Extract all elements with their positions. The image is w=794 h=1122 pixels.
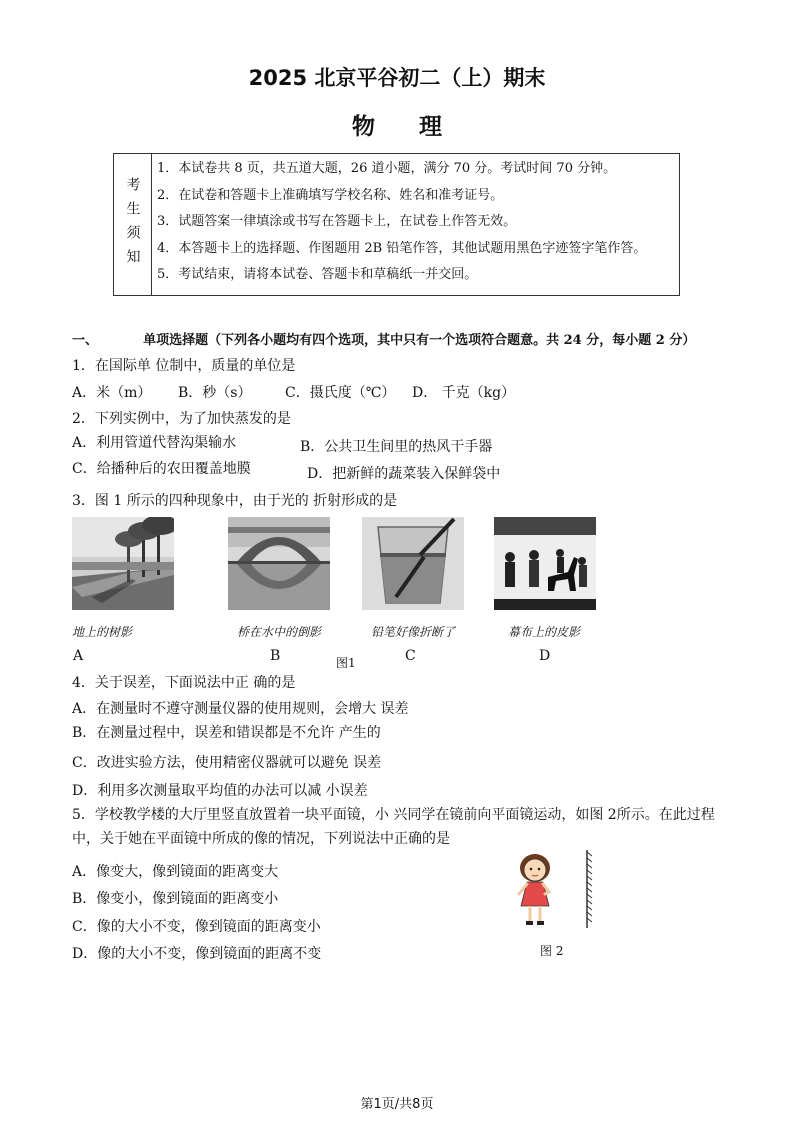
notice-heading: 考生须知: [124, 176, 141, 273]
page-number: 第1页/共8页: [360, 1097, 434, 1112]
q5-option-d: D．像的大小不变，像到镜面的距离不变: [72, 946, 322, 962]
notice-item: 3．试题答案一律填涂或书写在答题卡上，在试卷上作答无效。: [157, 214, 517, 229]
q2-option-a: A．利用管道代替沟渠输水: [72, 435, 237, 451]
caption-a: 地上的树影: [72, 625, 133, 639]
tree-shadow-photo: [72, 517, 174, 610]
section-number: 一、: [72, 333, 99, 348]
letter-b: B: [270, 648, 281, 664]
caption-d: 幕布上的皮影: [508, 625, 581, 639]
caption-c: 铅笔好像折断了: [371, 625, 456, 639]
notice-item: 4．本答题卡上的选择题、作图题用 2B 铅笔作答，其他试题用黑色字迹签字笔作答。: [157, 240, 647, 256]
girl-mirror-figure: [505, 848, 600, 930]
shadow-puppet-photo: [494, 517, 596, 610]
q4-option-c: C．改进实验方法，使用精密仪器就可以避免 误差: [72, 755, 382, 771]
caption-b: 桥在水中的倒影: [237, 625, 322, 639]
q1-stem: 1．在国际单 位制中，质量的单位是: [72, 358, 296, 374]
q5-stem-line1: 5．学校教学楼的大厅里竖直放置着一块平面镜，小 兴同学在镜前向平面镜运动，如图 2所示。在此过程: [72, 807, 715, 823]
section-text: 单项选择题（下列各小题均有四个选项，其中只有一个选项符合题意。共 24 分，每小题 2 分）: [143, 333, 696, 348]
q1-option-c: C．摄氏度（℃）: [285, 385, 396, 401]
letter-c: C: [405, 648, 416, 664]
q5-option-c: C．像的大小不变，像到镜面的距离变小: [72, 919, 321, 935]
q2-option-b: B．公共卫生间里的热风干手器: [300, 439, 493, 455]
q1-option-d: D． 千克（kg）: [412, 385, 516, 401]
bridge-reflection-photo: [228, 517, 330, 610]
exam-title: 2025 北京平谷初二（上）期末: [248, 66, 546, 90]
figure-2-label: 图 2: [540, 944, 564, 958]
subject-title: 物理: [352, 113, 486, 140]
q2-stem: 2．下列实例中，为了加快蒸发的是: [72, 411, 291, 427]
q4-stem: 4．关于误差，下面说法中正 确的是: [72, 675, 296, 691]
pencil-in-glass-photo: [362, 517, 464, 610]
q5-option-b: B．像变小，像到镜面的距离变小: [72, 891, 279, 907]
q5-stem-line2: 中，关于她在平面镜中所成的像的情况，下列说法中正确的是: [72, 831, 450, 847]
notice-item: 5．考试结束，请将本试卷、答题卡和草稿纸一并交回。: [157, 267, 478, 282]
section-heading: [72, 329, 695, 348]
q4-option-a: A．在测量时不遵守测量仪器的使用规则，会增大 误差: [72, 701, 409, 717]
notice-box: [113, 153, 680, 296]
q1-option-a: A．米（m）: [72, 385, 152, 401]
q2-option-d: D．把新鲜的蔬菜装入保鲜袋中: [307, 466, 501, 482]
q2-option-c: C．给播种后的农田覆盖地膜: [72, 461, 251, 477]
letter-a: A: [73, 648, 84, 664]
q5-option-a: A．像变大，像到镜面的距离变大: [72, 864, 279, 880]
notice-item: 1．本试卷共 8 页，共五道大题，26 道小题，满分 70 分。考试时间 70 分钟。: [157, 161, 617, 176]
letter-d: D: [539, 648, 551, 664]
figure-1-label: 图1: [336, 656, 356, 670]
notice-heading-cell: [114, 154, 152, 295]
q4-option-d: D．利用多次测量取平均值的办法可以减 小误差: [72, 783, 368, 799]
q1-option-b: B．秒（s）: [178, 385, 252, 401]
q4-option-b: B．在测量过程中，误差和错误都是不允许 产生的: [72, 725, 381, 741]
notice-item: 2．在试卷和答题卡上准确填写学校名称、姓名和准考证号。: [157, 187, 504, 203]
q3-stem: 3．图 1 所示的四种现象中，由于光的 折射形成的是: [72, 493, 398, 509]
notice-list: [157, 156, 646, 289]
